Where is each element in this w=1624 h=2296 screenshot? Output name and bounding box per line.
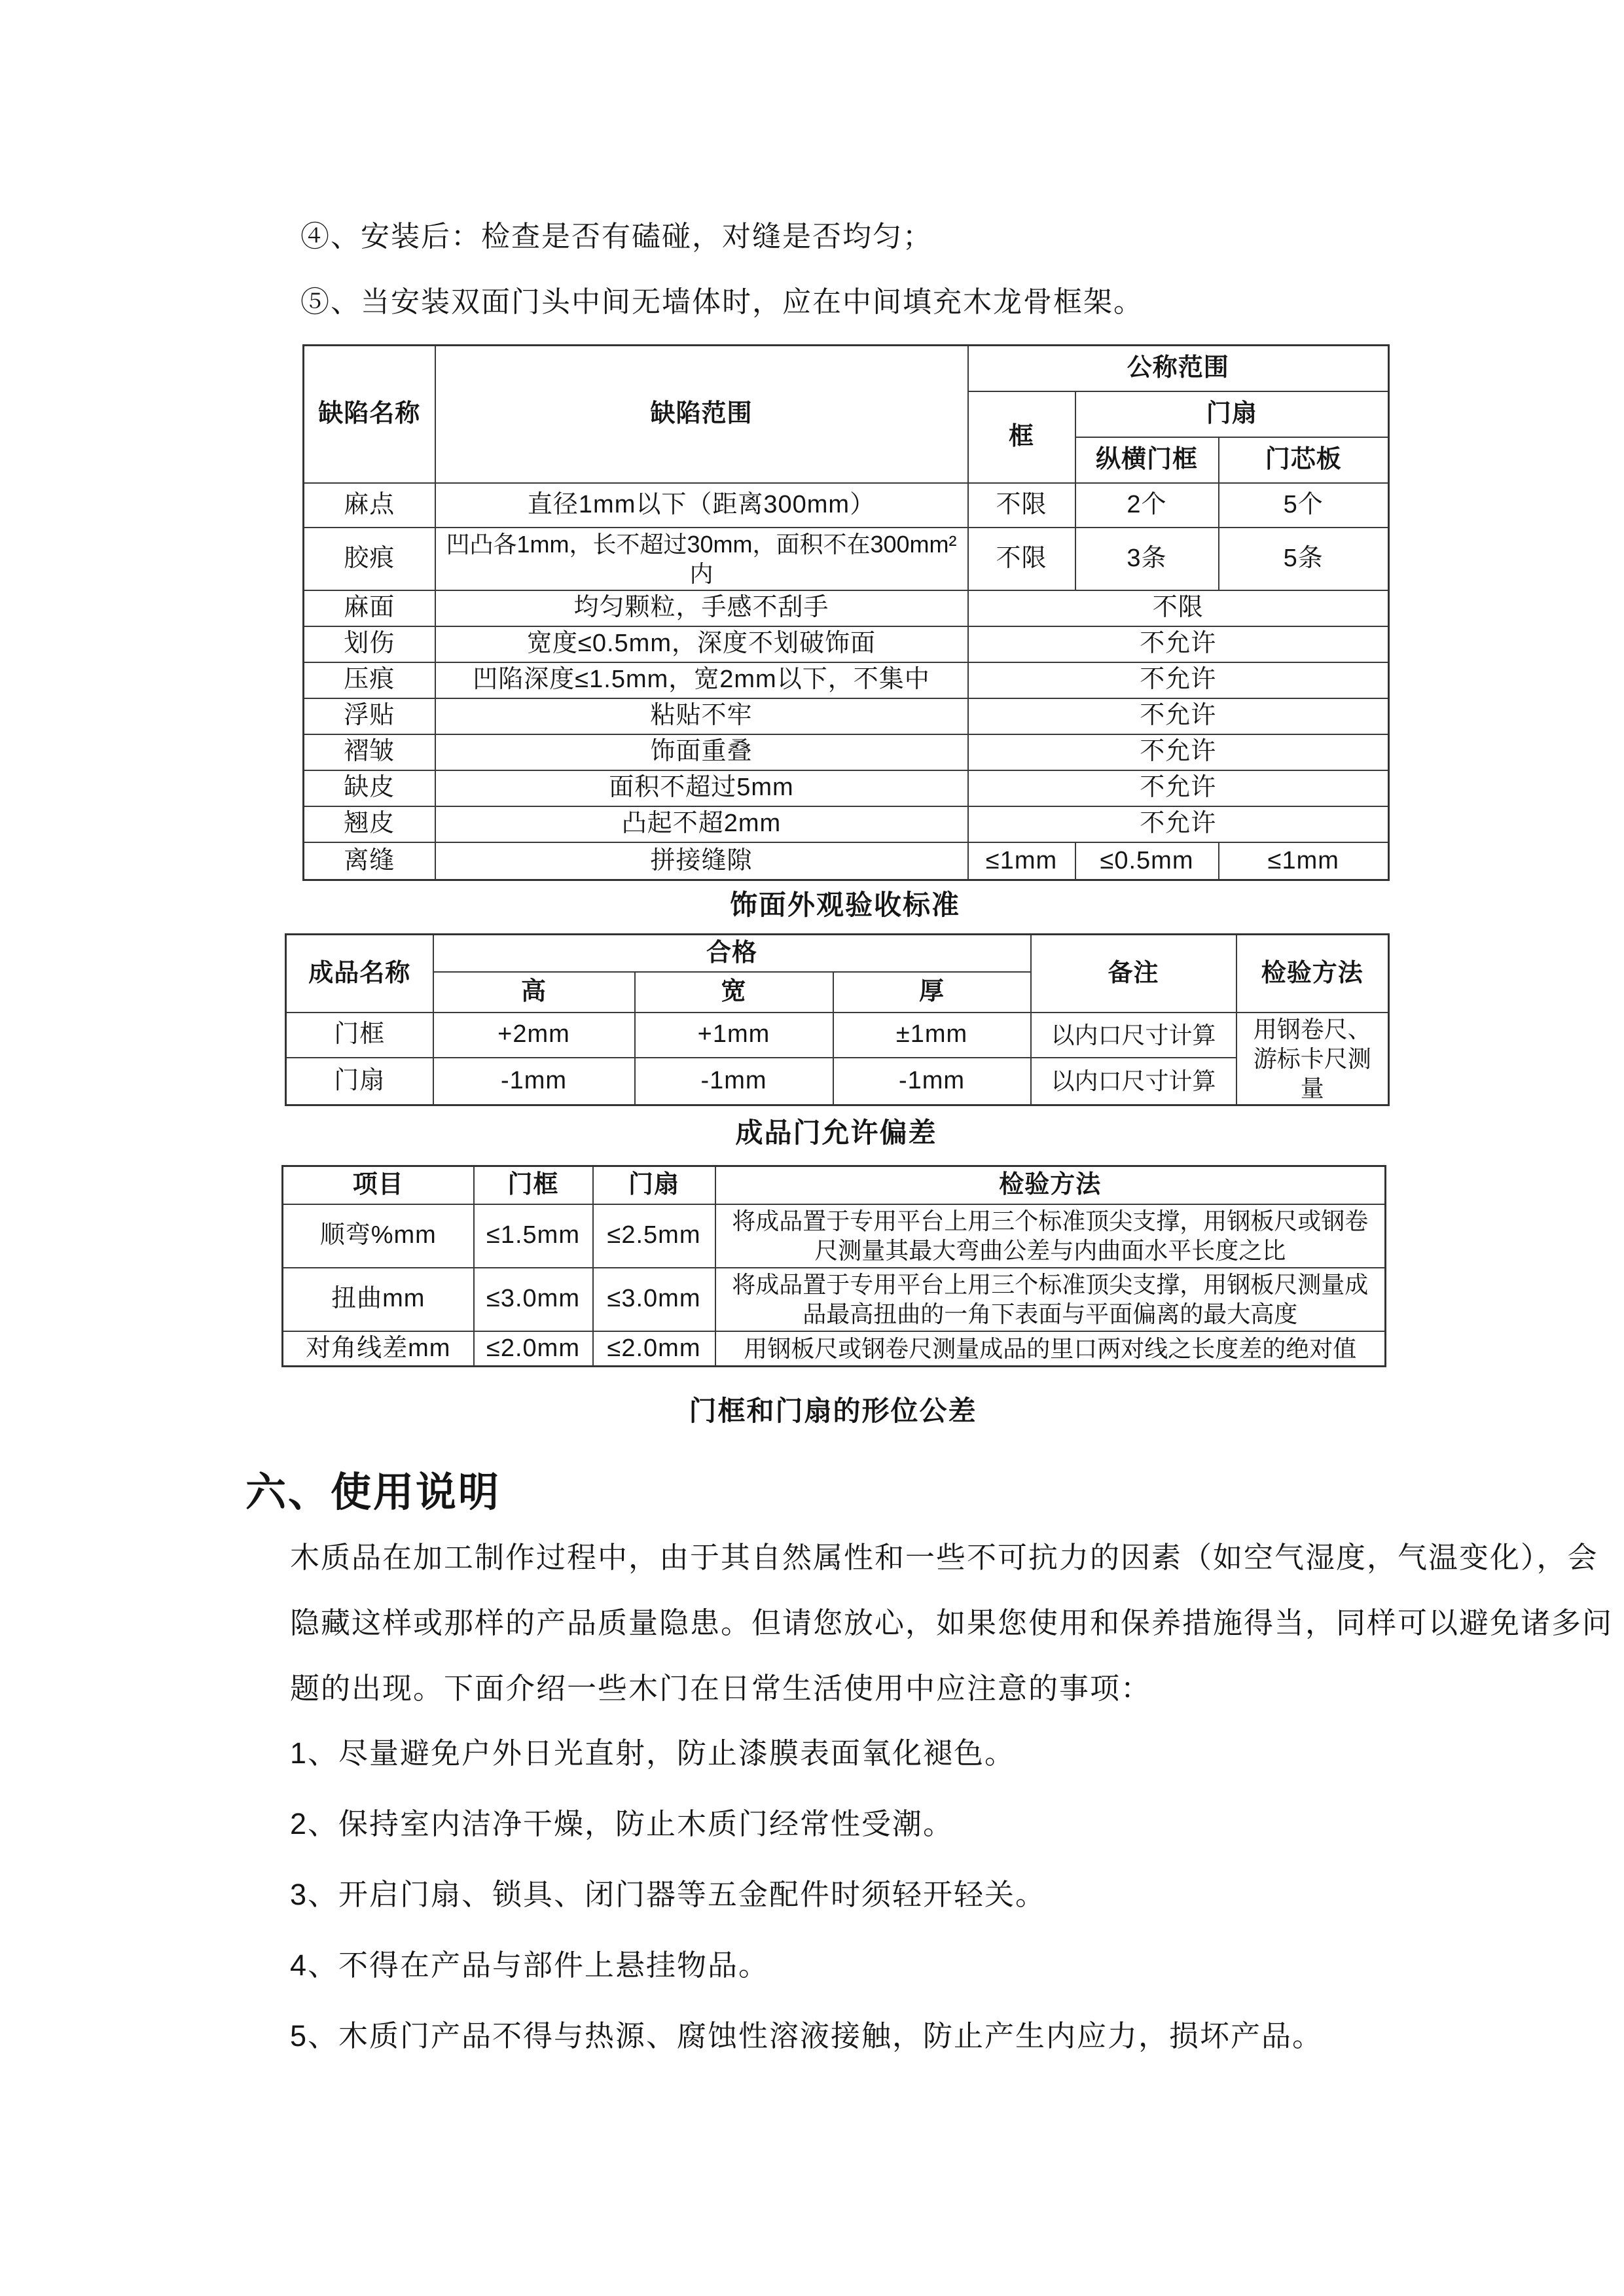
- table-cell: 将成品置于专用平台上用三个标准顶尖支撑，用钢板尺或钢卷尺测量其最大弯曲公差与内曲面水平长度之比: [715, 1204, 1386, 1268]
- tolerance-table: [281, 1165, 1386, 1367]
- table-row: [304, 842, 1389, 880]
- table-row: [304, 698, 1389, 734]
- deviation-table-header-method: 检验方法: [1236, 935, 1389, 1013]
- usage-list: [290, 1718, 1323, 2072]
- table-cell: 用钢卷尺、游标卡尺测量: [1236, 1013, 1389, 1105]
- section-heading: 六、使用说明: [245, 1470, 501, 1515]
- defect-table-header-leaf: 门扇: [1075, 391, 1389, 437]
- intro-item-4: ④、安装后：检查是否有磕碰，对缝是否均匀；: [300, 221, 933, 253]
- table-row: [283, 1331, 1386, 1367]
- table-cell: 用钢板尺或钢卷尺测量成品的里口两对线之长度差的绝对值: [715, 1331, 1386, 1367]
- table-cell: 麻面: [304, 590, 435, 626]
- table-cell: 不限: [968, 483, 1075, 528]
- table-cell: 门扇: [286, 1058, 433, 1105]
- table-cell: 5条: [1219, 528, 1389, 590]
- table-cell: 不允许: [968, 662, 1389, 698]
- table-row: [304, 734, 1389, 770]
- table-cell: -1mm: [433, 1058, 635, 1105]
- tolerance-table-caption: 门框和门扇的形位公差: [689, 1395, 977, 1426]
- list-item: 2、保持室内洁净干燥，防止木质门经常性受潮。: [290, 1807, 954, 1840]
- tolerance-table-header-frame: 门框: [474, 1166, 593, 1204]
- deviation-table-header-thickness: 厚: [833, 972, 1031, 1013]
- table-cell: ≤0.5mm: [1075, 842, 1219, 880]
- defect-table-header-range: 缺陷范围: [435, 346, 968, 483]
- deviation-table-caption: 成品门允许偏差: [735, 1117, 937, 1148]
- table-cell: 胶痕: [304, 528, 435, 590]
- defect-table-header-core: 门芯板: [1219, 437, 1389, 483]
- table-cell: 压痕: [304, 662, 435, 698]
- table-cell: 5个: [1219, 483, 1389, 528]
- table-cell: 翘皮: [304, 806, 435, 842]
- table-cell: ≤1mm: [1219, 842, 1389, 880]
- table-cell: 3条: [1075, 528, 1219, 590]
- table-cell: ±1mm: [833, 1013, 1031, 1058]
- table-row: [283, 1268, 1386, 1331]
- defect-table-header-name: 缺陷名称: [304, 346, 435, 483]
- paragraph-line: 木质品在加工制作过程中，由于其自然属性和一些不可抗力的因素（如空气湿度，气温变化），会: [290, 1541, 1598, 1574]
- defect-table-header-frame: 框: [968, 391, 1075, 483]
- table-row: [286, 1058, 1389, 1105]
- intro-item-5: ⑤、当安装双面门头中间无墙体时，应在中间填充木龙骨框架。: [300, 286, 1144, 318]
- table-cell: 饰面重叠: [435, 734, 968, 770]
- table-cell: 浮贴: [304, 698, 435, 734]
- table-cell: ≤1mm: [968, 842, 1075, 880]
- table-cell: -1mm: [635, 1058, 833, 1105]
- defect-table-caption: 饰面外观验收标准: [729, 889, 960, 920]
- table-row: [304, 590, 1389, 626]
- deviation-table: [285, 933, 1390, 1106]
- table-cell: 面积不超过5mm: [435, 770, 968, 806]
- list-item: 1、尽量避免户外日光直射，防止漆膜表面氧化褪色。: [290, 1736, 1016, 1770]
- table-cell: 扭曲mm: [283, 1268, 474, 1331]
- defect-table-header-nominal: 公称范围: [968, 346, 1389, 391]
- table-cell: 凹凸各1mm，长不超过30mm，面积不在300mm²内: [435, 528, 968, 590]
- deviation-table-header-width: 宽: [635, 972, 833, 1013]
- table-row: [283, 1204, 1386, 1268]
- table-cell: 门框: [286, 1013, 433, 1058]
- table-cell: 顺弯%mm: [283, 1204, 474, 1268]
- table-cell: 粘贴不牢: [435, 698, 968, 734]
- defect-table: [302, 344, 1390, 881]
- deviation-table-header-product: 成品名称: [286, 935, 433, 1013]
- table-cell: 不允许: [968, 806, 1389, 842]
- table-row: [286, 1013, 1389, 1058]
- table-cell: 离缝: [304, 842, 435, 880]
- table-cell: 凸起不超2mm: [435, 806, 968, 842]
- table-cell: 褶皱: [304, 734, 435, 770]
- table-row: [304, 806, 1389, 842]
- table-row: [304, 483, 1389, 528]
- table-cell: +2mm: [433, 1013, 635, 1058]
- list-item: 5、木质门产品不得与热源、腐蚀性溶液接触，防止产生内应力，损坏产品。: [290, 2019, 1324, 2053]
- table-cell: -1mm: [833, 1058, 1031, 1105]
- table-cell: 缺皮: [304, 770, 435, 806]
- deviation-table-header-height: 高: [433, 972, 635, 1013]
- table-cell: 不允许: [968, 626, 1389, 662]
- tolerance-table-header-leaf: 门扇: [593, 1166, 715, 1204]
- paragraph-line: 隐藏这样或那样的产品质量隐患。但请您放心，如果您使用和保养措施得当，同样可以避免诸多问: [290, 1606, 1614, 1640]
- table-cell: 不限: [968, 528, 1075, 590]
- table-cell: ≤3.0mm: [474, 1268, 593, 1331]
- table-cell: 不限: [968, 590, 1389, 626]
- table-cell: 均匀颗粒，手感不刮手: [435, 590, 968, 626]
- table-cell: 以内口尺寸计算: [1031, 1058, 1236, 1105]
- table-row: [304, 662, 1389, 698]
- table-cell: 直径1mm以下（距离300mm）: [435, 483, 968, 528]
- table-row: [304, 770, 1389, 806]
- table-cell: 拼接缝隙: [435, 842, 968, 880]
- table-cell: 凹陷深度≤1.5mm，宽2mm以下，不集中: [435, 662, 968, 698]
- list-item: 3、开启门扇、锁具、闭门器等五金配件时须轻开轻关。: [290, 1878, 1047, 1911]
- table-cell: 划伤: [304, 626, 435, 662]
- table-cell: ≤2.5mm: [593, 1204, 715, 1268]
- table-cell: 不允许: [968, 734, 1389, 770]
- table-row: [304, 528, 1389, 590]
- deviation-table-header-qualified: 合格: [433, 935, 1031, 972]
- list-item: 4、不得在产品与部件上悬挂物品。: [290, 1948, 770, 1982]
- usage-paragraph: [290, 1525, 1613, 1721]
- table-cell: 麻点: [304, 483, 435, 528]
- tolerance-table-header-method: 检验方法: [715, 1166, 1386, 1204]
- table-cell: 对角线差mm: [283, 1331, 474, 1367]
- table-row: [304, 626, 1389, 662]
- table-cell: 宽度≤0.5mm，深度不划破饰面: [435, 626, 968, 662]
- deviation-table-header-remark: 备注: [1031, 935, 1236, 1013]
- defect-table-header-stile: 纵横门框: [1075, 437, 1219, 483]
- paragraph-line: 题的出现。下面介绍一些木门在日常生活使用中应注意的事项：: [290, 1672, 1152, 1705]
- table-cell: ≤2.0mm: [474, 1331, 593, 1367]
- table-cell: ≤1.5mm: [474, 1204, 593, 1268]
- table-cell: ≤2.0mm: [593, 1331, 715, 1367]
- table-cell: 以内口尺寸计算: [1031, 1013, 1236, 1058]
- table-cell: 不允许: [968, 770, 1389, 806]
- table-cell: ≤3.0mm: [593, 1268, 715, 1331]
- table-cell: 不允许: [968, 698, 1389, 734]
- table-cell: 将成品置于专用平台上用三个标准顶尖支撑，用钢板尺测量成品最高扭曲的一角下表面与平面偏离的最大高度: [715, 1268, 1386, 1331]
- tolerance-table-header-item: 项目: [283, 1166, 474, 1204]
- table-cell: 2个: [1075, 483, 1219, 528]
- table-cell: +1mm: [635, 1013, 833, 1058]
